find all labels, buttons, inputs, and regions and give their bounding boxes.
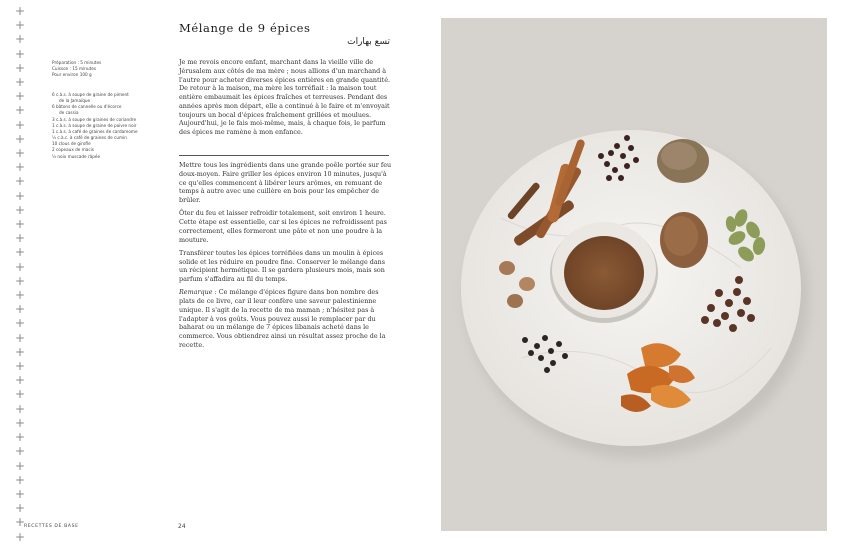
method-step [179, 161, 392, 205]
ingredient-line: ½ noix muscade râpée [52, 153, 101, 159]
method-step [179, 209, 392, 244]
cross-ornament-icon: + [14, 188, 26, 203]
ingredient-line: 6 bâtons de cannelle ou d'écorce [52, 104, 122, 110]
cross-ornament-icon: + [14, 273, 26, 288]
ingredient-line: ½ c.à.c. à café de graines de cumin [52, 135, 127, 141]
ingredient-line: de cassia [59, 110, 79, 116]
decorative-cross-border [10, 4, 30, 546]
cross-ornament-icon: + [14, 373, 26, 388]
recipe-title: Mélange de 9 épices [179, 21, 311, 35]
remark [179, 288, 392, 349]
prep-time: Préparation : 5 minutes [52, 60, 102, 65]
cumin-seeds [657, 139, 709, 183]
ground-spice-mix [564, 236, 644, 310]
section-divider [179, 155, 389, 156]
ingredients-list [52, 92, 162, 160]
ingredient-line: 6 c.à.s. à soupe de graine de piment [52, 92, 129, 97]
cross-ornament-icon: + [14, 231, 26, 246]
ingredient-line: 3 c.à.s. à soupe de graines de coriandre [52, 116, 137, 122]
recipe-meta [52, 60, 162, 78]
spice-bowl [550, 222, 658, 323]
cross-ornament-icon: + [14, 131, 26, 146]
arabic-title: تسع بهارات [347, 37, 390, 47]
ingredient-line: 1 c.à.s. à soupe de graine de poivre noir [52, 122, 137, 128]
ingredient-line: 2 copeaux de macis [52, 147, 94, 153]
cross-ornament-icon: + [14, 444, 26, 459]
page-number: 24 [178, 523, 186, 530]
method-step-text: Transférer toutes les épices torréfiées dans un moulin à épices solide et les réduire en poudre fine. Conserver le mélange dans un récipient hermétique. Il se gardera plusieurs mois, mais son parfum s'affadira au fil du temps. [179, 248, 386, 283]
method-step-text: Ôter du feu et laisser refroidir totalement, soit environ 1 heure. Cette étape est essentielle, car si les épices ne refroidissent pas correctement, elles formeront une pâte et non une poudre à la mouture. [179, 209, 387, 244]
spices-photo [441, 18, 827, 531]
cross-ornament-icon: + [14, 458, 26, 473]
ingredient-line: 1 c.à.s. à café de graines de cardamome [52, 128, 138, 134]
yield: Pour environ 100 g [52, 72, 92, 78]
cross-ornament-icon: + [14, 344, 26, 359]
cross-ornament-icon: + [14, 387, 26, 402]
cross-ornament-icon: + [14, 75, 26, 90]
cross-ornament-icon: + [14, 160, 26, 175]
cross-ornament-icon: + [14, 330, 26, 345]
coriander-seeds [660, 212, 708, 268]
cross-ornament-icon: + [14, 117, 26, 132]
cook-time: Cuisson : 15 minutes [52, 66, 97, 72]
cross-ornament-icon: + [14, 486, 26, 501]
cross-ornament-icon: + [14, 202, 26, 217]
cross-ornament-icon: + [14, 146, 26, 161]
cross-ornament-icon: + [14, 4, 26, 18]
cross-ornament-icon: + [14, 89, 26, 104]
method-section [179, 161, 392, 354]
ingredient-line: 10 clous de girofle [52, 141, 91, 147]
spices-illustration [441, 18, 827, 531]
cross-ornament-icon: + [14, 259, 26, 274]
cross-ornament-icon: + [14, 46, 26, 61]
cross-ornament-icon: + [14, 103, 26, 118]
cross-ornament-icon: + [14, 359, 26, 374]
intro-paragraph: Je me revois encore enfant, marchant dans la vieille ville de Jérusalem aux côtés de ma mère ; nous allions d'un marchand à l'autre pour acheter diverses épices entières en grande quantité. De retour à la maison, ma mère les torréfiait : la maison tout entière embaumait les épices fraîches et terreuses. Pendant des années après mon départ, elle a continué à le faire et m'envoyait toujours un bocal d'épices fraîchement grillées et moulues. Aujourd'hui, je le fais moi-même, mais, à chaque fois, le parfum des épices me ramène à mon enfance. [179, 58, 391, 136]
cross-ornament-icon: + [14, 302, 26, 317]
footer-section-name: RECETTES DE BASE [24, 524, 79, 529]
remark-text: Ce mélange d'épices figure dans bon nombre des plats de ce livre, car il leur confère une saveur palestinienne unique. Il s'agit de la recette de ma maman ; n'hésitez pas à l'adapter à vos goûts. Vous pouvez aussi le remplacer par du baharat ou un mélange de 7 épices libanais acheté dans le commerce. Vous obtiendrez ainsi un résultat assez proche de la recette. [179, 288, 386, 349]
cross-ornament-icon: + [14, 288, 26, 303]
cross-ornament-icon: + [14, 529, 26, 544]
cross-ornament-icon: + [14, 245, 26, 260]
cross-ornament-icon: + [14, 515, 26, 530]
cross-ornament-icon: + [14, 316, 26, 331]
ingredient-line: de la Jamaïque [59, 98, 91, 104]
remark-label: Remarque : [179, 288, 217, 297]
cross-ornament-icon: + [14, 60, 26, 75]
cross-ornament-icon: + [14, 401, 26, 416]
method-step [179, 249, 392, 284]
cross-ornament-icon: + [14, 174, 26, 189]
cross-ornament-icon: + [14, 18, 26, 33]
method-step-text: Mettre tous les ingrédients dans une grande poêle portée sur feu doux-moyen. Faire griller les épices environ 10 minutes, jusqu'à ce qu'elles commencent à libérer leurs arômes, en remuant de temps à autre avec une cuillère en bois pour les empêcher de brûler. [179, 161, 392, 204]
cross-ornament-icon: + [14, 501, 26, 516]
cross-ornament-icon: + [14, 415, 26, 430]
cross-ornament-icon: + [14, 217, 26, 232]
cross-ornament-icon: + [14, 472, 26, 487]
cross-ornament-icon: + [14, 32, 26, 47]
cross-ornament-icon: + [14, 430, 26, 445]
